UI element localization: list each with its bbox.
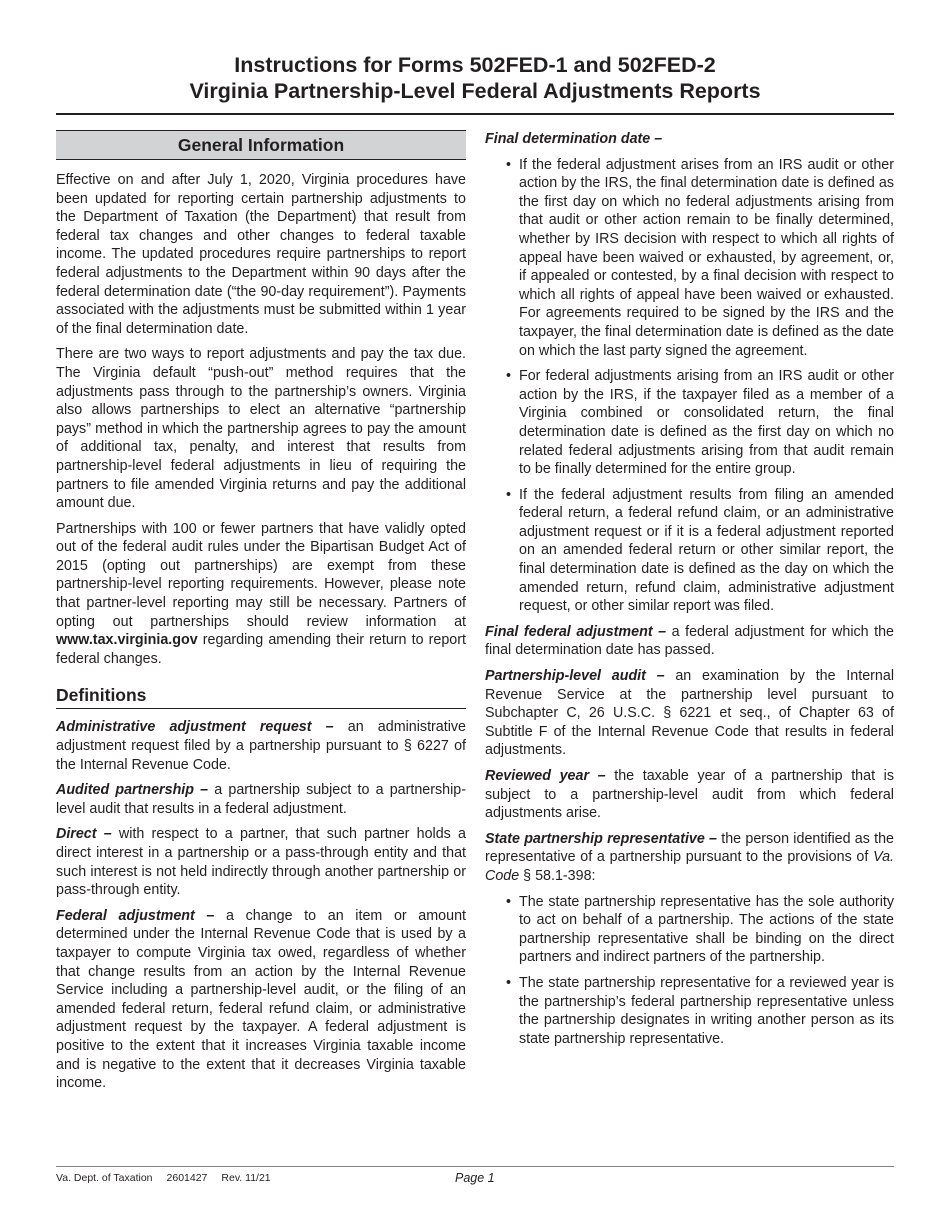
code-citation: Va. Code — [485, 849, 894, 884]
title-line-1: Instructions for Forms 502FED-1 and 502FED-2 — [234, 53, 716, 77]
list-item-text: The state partnership representative for a reviewed year is the partnership’s federal partnership representative unless the partnership designates in writing another person as its state partnership representative. — [519, 974, 894, 1047]
general-information-heading: General Information — [56, 130, 466, 160]
term-label: Audited partnership – — [56, 782, 209, 799]
term-label: State partnership representative – — [485, 830, 718, 847]
definition-text: the person identified as the representative of a partnership pursuant to the provisions of — [485, 830, 894, 866]
footer-info — [56, 1172, 285, 1184]
bullet-icon: • — [506, 156, 512, 173]
right-column — [485, 130, 894, 1055]
definition-text: a partnership subject to a partnership-level audit that results in a federal adjustment. — [56, 782, 466, 817]
term-label: Administrative adjustment request – — [56, 719, 334, 736]
definition-text: a federal adjustment for which the final determination date has passed. — [485, 623, 895, 659]
definition-text-end: § 58.1-398: — [519, 867, 596, 884]
list-item-text: If the federal adjustment arises from an IRS audit or other action by the IRS, the final determination date is defined as the first day on which no federal adjustments arising from that audit or other action remain to be finally determined, whether by IRS decision with respect to which all rights of appeal have been waived or exhausted, by agreement, or, if appealed or contested, by a final decision with respect to which all rights of appeal have been waived or exhausted. For agreements required to be signed by the IRS and the taxpayer, the final determination date is defined as the date on which the last party signed the agreement. — [519, 156, 894, 359]
list-item — [485, 974, 894, 1048]
state-partnership-representative-list — [485, 893, 894, 1049]
definition-state-partnership-representative — [485, 830, 894, 886]
definition-administrative-adjustment-request — [56, 718, 466, 774]
definition-text: with respect to a partner, that such partner holds a direct interest in a partnership or a pass-through entity and that such interest is not held indirectly through another partnership or pass-through entity. — [56, 826, 466, 899]
list-item-text: For federal adjustments arising from an IRS audit or other action by the IRS, if the taxpayer filed as a member of a Virginia combined or consolidated return, the final determination date is defined as the first day on which no related federal adjustments arising from that audit remain to be finally determined for the entire group. — [519, 368, 894, 478]
p3-text-before: Partnerships with 100 or fewer partners that have validly opted out of the federal audit rules under the Bipartisan Budget Act of 2015 (opting out partnerships) are exempt from these partnership-level reporting requirements. However, please note that partner-level reporting may still be necessary. Partners of opting out partnerships should review information at — [56, 520, 466, 630]
bullet-icon: • — [506, 486, 512, 503]
term-label: Direct – — [56, 826, 112, 843]
footer-form-number: 2601427 — [166, 1172, 208, 1184]
bullet-icon: • — [506, 368, 512, 385]
tax-website-link[interactable]: www.tax.virginia.gov — [56, 632, 198, 649]
definition-text: a change to an item or amount determined under the Internal Revenue Code that is used by a taxpayer to compute Virginia tax owed, regardless of whether that change results from an action by the Internal Revenue Service including a partnership-level audit, or the filing of an amended federal return, federal refund claim, or administrative adjustment request by the taxpayer. A federal adjustment is positive to the extent that it increases Virginia taxable income and is negative to the extent that it decreases Virginia taxable income. — [56, 907, 466, 1092]
list-item — [485, 486, 894, 616]
term-label: Final federal adjustment – — [485, 623, 667, 640]
definition-text: an examination by the Internal Revenue Service at the partnership level pursuant to Subchapter C, 26 U.S.C. § 6221 et seq., of Chapter 63 of Subtitle F of the Internal Revenue Code that results in federal adjustments. — [485, 668, 894, 759]
definition-federal-adjustment — [56, 907, 466, 1093]
definition-final-federal-adjustment — [485, 623, 894, 660]
definition-text: the taxable year of a partnership that is subject to a partnership-level audit from which federal adjustments arise. — [485, 768, 894, 822]
bullet-icon: • — [506, 893, 512, 910]
definition-text: an administrative adjustment request filed by a partnership pursuant to § 6227 of the Internal Revenue Code. — [56, 719, 466, 773]
left-column — [56, 130, 466, 1100]
list-item — [485, 156, 894, 361]
list-item-text: If the federal adjustment results from filing an amended federal return, a federal refund claim, or an administrative adjustment request or if it is a federal adjustment reported on an amended federal return or other similar report, the final determination date is defined as the day on which the amended return, refund claim, administrative adjustment request, or other similar report was filed. — [519, 486, 894, 615]
document-title — [0, 52, 950, 104]
title-divider — [56, 113, 894, 115]
definition-reviewed-year — [485, 767, 894, 823]
list-item-text: The state partnership representative has the sole authority to act on behalf of a partnership. The actions of the state partnership representative shall be binding on the direct partners and indirect partners of the partnership. — [519, 893, 894, 966]
footer-revision: Rev. 11/21 — [221, 1172, 271, 1184]
definition-audited-partnership — [56, 781, 466, 818]
final-determination-date-heading: Final determination date – — [485, 131, 663, 147]
definition-partnership-level-audit — [485, 667, 894, 760]
title-line-2: Virginia Partnership-Level Federal Adjustments Reports — [189, 79, 761, 103]
term-label: Federal adjustment – — [56, 907, 215, 924]
footer-divider — [56, 1166, 894, 1167]
general-info-paragraph-3 — [56, 520, 466, 669]
general-info-paragraph-2: There are two ways to report adjustments and pay the tax due. The Virginia default “push-out” method requires that the adjustments pass through to the partnership’s owners. Virginia also allows partnerships to elect an alternative “partnership pays” method in which the partnership agrees to pay the amount of additional tax, penalty, and interest that results from partnership-level federal adjustments in lieu of requiring the partners to file amended Virginia returns and pay the additional amount due. — [56, 346, 466, 512]
page-number: Page 1 — [455, 1171, 495, 1185]
footer-dept: Va. Dept. of Taxation — [56, 1172, 153, 1184]
list-item — [485, 893, 894, 967]
definitions-heading: Definitions — [56, 683, 466, 709]
term-label: Reviewed year – — [485, 768, 606, 784]
bullet-icon: • — [506, 974, 512, 991]
list-item — [485, 367, 894, 479]
definition-direct — [56, 825, 466, 899]
p3-text-after: regarding amending their return to report federal changes. — [56, 632, 466, 667]
final-determination-date-list — [485, 156, 894, 616]
term-label: Partnership-level audit – — [485, 668, 665, 685]
general-info-paragraph-1: Effective on and after July 1, 2020, Virginia procedures have been updated for reporting certain partnership adjustments to the Department of Taxation (the Department) that result from federal tax changes and other changes to federal taxable income. The updated procedures require partnerships to report federal adjustments to the Department within 90 days after the federal determination date (“the 90-day requirement”). Payments associated with the adjustments must be submitted within 1 year of the final determination date. — [56, 172, 466, 337]
